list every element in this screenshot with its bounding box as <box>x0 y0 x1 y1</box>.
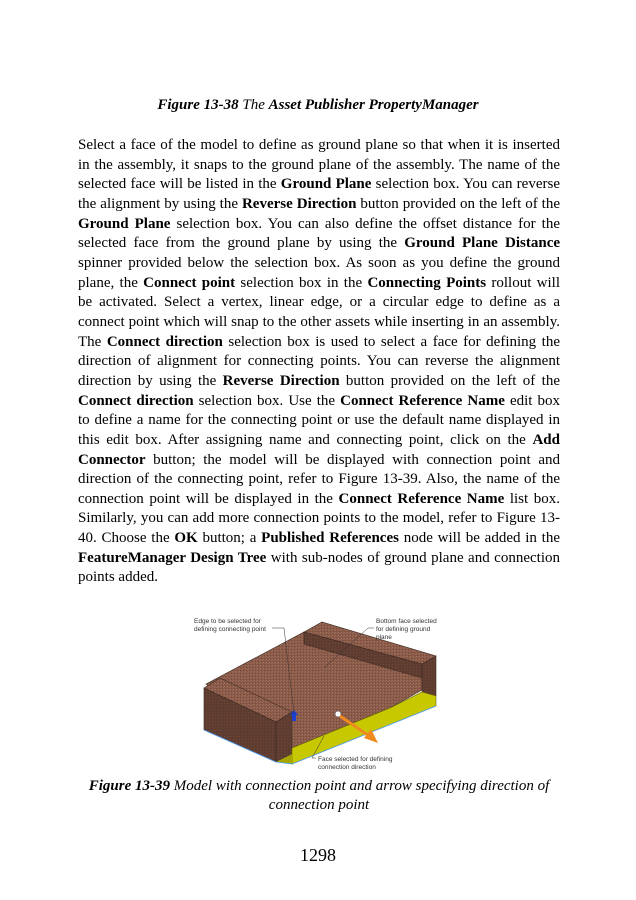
bold-term: Connect direction <box>106 333 223 350</box>
text-run: selection box. Use the <box>193 392 341 409</box>
bottom-label-line3: plane <box>376 634 392 641</box>
face-label-line1: Face selected for defining <box>318 756 393 763</box>
text-run: Select a face of the model to define as ground plane so that when it is inserted in the assembly, it snaps to the ground plane of the assembly. The name of the selected face will be listed in the <box>78 137 560 193</box>
text-run: selection box is used to select a face for defining the direction of alignment for connecting points. You can reverse the alignment direction by using the <box>78 333 560 389</box>
bold-term: Ground Plane <box>280 176 372 193</box>
bold-term: OK <box>174 530 198 547</box>
text-run: selection box. You can also define the offset distance for the selected face from the ground plane by using the <box>78 215 560 252</box>
text-run: node will be added in the <box>398 530 560 547</box>
caption-text: The <box>242 97 265 113</box>
figure-caption-top <box>0 97 636 114</box>
page-number: 1298 <box>300 845 336 865</box>
edge-label-line1: Edge to be selected for <box>194 618 261 625</box>
bold-term: Published References <box>261 530 399 547</box>
text-run: rollout will be activated. Select a vertex, linear edge, or a circular edge to define as a connect point which will snap to the other assets while inserting in an assembly. The <box>78 274 561 350</box>
bold-term: Connect Reference Name <box>340 392 505 409</box>
edge-label-line2: defining connecting point <box>194 626 266 633</box>
bold-term: Connecting Points <box>367 274 487 291</box>
bold-term: Add Connector <box>78 431 560 468</box>
text-run: spinner provided below the selection box. As soon as you define the ground plane, the <box>78 254 560 291</box>
bold-term: Connect Reference Name <box>338 490 505 507</box>
text-run: selection box in the <box>235 274 368 291</box>
model-figure <box>184 612 456 774</box>
bold-term: Connect point <box>143 274 236 291</box>
bottom-label-line1: Bottom face selected <box>376 618 437 625</box>
bottom-label-line2: for defining ground <box>376 626 431 633</box>
text-run: button provided on the left of the <box>356 195 560 212</box>
figure-caption-bottom <box>78 777 560 815</box>
bold-term: Ground Plane Distance <box>404 235 561 252</box>
text-run: button provided on the left of the <box>339 372 560 389</box>
model-3d <box>204 622 436 764</box>
body-paragraph <box>78 136 560 588</box>
text-run: button; the model will be displayed with connection point and direction of the connecting point, refer to Figure 13-39. Also, the name of the connection point will be displayed in the <box>78 451 560 507</box>
caption-title: Asset Publisher PropertyManager <box>268 97 479 113</box>
bold-term: Connect direction <box>78 392 194 409</box>
bold-term: Reverse Direction <box>222 372 340 389</box>
caption-text: Model with connection point and arrow specifying direction of connection point <box>173 778 550 813</box>
text-run: button; a <box>197 530 262 547</box>
text-run: edit box to define a name for the connecting point or use the default name displayed in this edit box. After assigning name and connecting point, click on the <box>78 392 560 448</box>
bold-term: Reverse Direction <box>241 195 357 212</box>
bold-term: FeatureManager Design Tree <box>78 549 267 566</box>
text-run: with sub-nodes of ground plane and connection points added. <box>78 549 560 586</box>
face-label-line2: connection direction <box>318 764 376 771</box>
text-run: list box. Similarly, you can add more connection points to the model, refer to Figure 13-40. Choose the <box>78 490 560 547</box>
figure-number: Figure 13-38 <box>157 97 239 113</box>
text-run: selection box. You can reverse the alignment by using the <box>78 176 560 212</box>
figure-number: Figure 13-39 <box>88 778 170 794</box>
bold-term: Ground Plane <box>78 215 171 232</box>
